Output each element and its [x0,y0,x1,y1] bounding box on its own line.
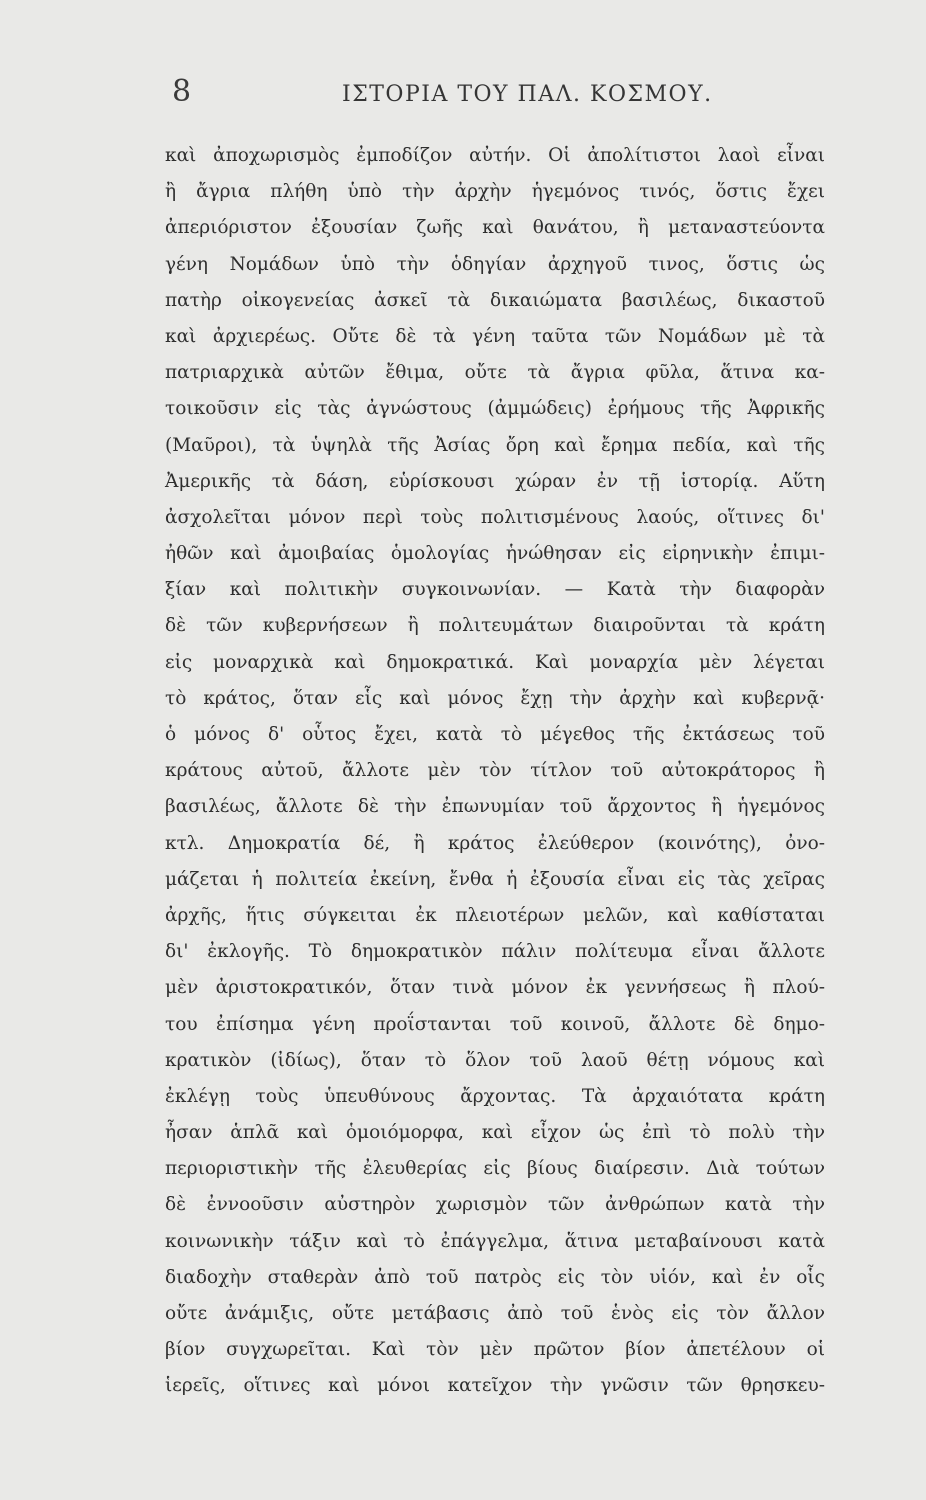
text-line: βασιλέως, ἄλλοτε δὲ τὴν ἐπωνυμίαν τοῦ ἄρχοντος ἢ ἡγεμόνος [165,796,825,818]
text-line: ἀρχῆς, ἥτις σύγκειται ἐκ πλειοτέρων μελῶν, καὶ καθίσταται [165,904,825,926]
body-text [165,138,825,1405]
text-line: του ἐπίσημα γένη προΐστανται τοῦ κοινοῦ, ἄλλοτε δὲ δημο- [165,1013,825,1035]
text-line: (Μαῦροι), τὰ ὑψηλὰ τῆς Ἀσίας ὄρη καὶ ἔρημα πεδία, καὶ τῆς [165,434,825,456]
text-line: διαδοχὴν σταθερὰν ἀπὸ τοῦ πατρὸς εἰς τὸν υἱόν, καὶ ἐν οἷς [165,1266,825,1288]
text-line: ἱερεῖς, οἵτινες καὶ μόνοι κατεῖχον τὴν γνῶσιν τῶν θρησκευ- [165,1375,825,1397]
text-line: οὔτε ἀνάμιξις, οὔτε μετάβασις ἀπὸ τοῦ ἑνὸς εἰς τὸν ἄλλον [165,1303,825,1324]
text-line: δὲ ἐννοοῦσιν αὐστηρὸν χωρισμὸν τῶν ἀνθρώπων κατὰ τὴν [165,1194,825,1216]
text-line: κράτους αὐτοῦ, ἄλλοτε μὲν τὸν τίτλον τοῦ αὐτοκράτορος ἢ [165,760,825,782]
text-line: ξίαν καὶ πολιτικὴν συγκοινωνίαν. — Κατὰ τὴν διαφορὰν [165,579,825,601]
text-line: ἀπεριόριστον ἐξουσίαν ζωῆς καὶ θανάτου, ἢ μεταναστεύοντα [165,217,825,239]
text-line: πατὴρ οἰκογενείας ἀσκεῖ τὰ δικαιώματα βασιλέως, δικαστοῦ [165,289,825,311]
text-line: Ἀμερικῆς τὰ δάση, εὑρίσκουσι χώραν ἐν τῇ ἱστορίᾳ. Αὕτη [165,470,825,492]
text-line: καὶ ἀποχωρισμὸς ἐμποδίζον αὐτήν. Οἱ ἀπολίτιστοι λαοὶ εἶναι [165,145,825,166]
text-line: κτλ. Δημοκρατία δέ, ἢ κράτος ἐλεύθερον (κοινότης), ὀνο- [165,832,825,854]
text-line: ἦσαν ἁπλᾶ καὶ ὁμοιόμορφα, καὶ εἶχον ὡς ἐπὶ τὸ πολὺ τὴν [165,1122,825,1144]
text-line: περιοριστικὴν τῆς ἐλευθερίας εἰς βίους διαίρεσιν. Διὰ τούτων [165,1158,825,1180]
text-line: μάζεται ἡ πολιτεία ἐκείνη, ἔνθα ἡ ἐξουσία εἶναι εἰς τὰς χεῖρας [165,868,825,890]
page-number: 8 [172,74,192,109]
running-head: ΙΣΤΟΡΙΑ ΤΟΥ ΠΑΛ. ΚΟΣΜΟΥ. [342,82,713,107]
text-line: κρατικὸν (ἰδίως), ὅταν τὸ ὅλον τοῦ λαοῦ θέτῃ νόμους καὶ [165,1049,825,1071]
text-line: ἐκλέγῃ τοὺς ὑπευθύνους ἄρχοντας. Τὰ ἀρχαιότατα κράτη [165,1085,825,1107]
text-line: κοινωνικὴν τάξιν καὶ τὸ ἐπάγγελμα, ἅτινα μεταβαίνουσι κατὰ [165,1230,825,1252]
text-line: μὲν ἀριστοκρατικόν, ὅταν τινὰ μόνον ἐκ γεννήσεως ἢ πλού- [165,977,825,999]
text-line: τοικοῦσιν εἰς τὰς ἀγνώστους (ἀμμώδεις) ἐρήμους τῆς Ἀφρικῆς [165,398,825,420]
text-line: ἠθῶν καὶ ἀμοιβαίας ὁμολογίας ἡνώθησαν εἰς εἰρηνικὴν ἐπιμι- [165,543,825,565]
text-line: γένη Νομάδων ὑπὸ τὴν ὁδηγίαν ἀρχηγοῦ τινος, ὅστις ὡς [165,253,825,275]
text-line: ἢ ἄγρια πλήθη ὑπὸ τὴν ἀρχὴν ἡγεμόνος τινός, ὅστις ἔχει [165,181,825,203]
text-line: ὁ μόνος δ' οὗτος ἔχει, κατὰ τὸ μέγεθος τῆς ἐκτάσεως τοῦ [165,724,825,745]
page-header [172,72,832,112]
text-line: βίον συγχωρεῖται. Καὶ τὸν μὲν πρῶτον βίον ἀπετέλουν οἱ [165,1339,825,1361]
text-line: δὲ τῶν κυβερνήσεων ἢ πολιτευμάτων διαιροῦνται τὰ κράτη [165,615,825,637]
text-line: τὸ κράτος, ὅταν εἷς καὶ μόνος ἔχῃ τὴν ἀρχὴν καὶ κυβερνᾷ· [165,687,825,709]
text-line: εἰς μοναρχικὰ καὶ δημοκρατικά. Καὶ μοναρχία μὲν λέγεται [165,651,825,673]
text-line: ἀσχολεῖται μόνον περὶ τοὺς πολιτισμένους λαούς, οἵτινες δι' [165,506,825,528]
text-line: δι' ἐκλογῆς. Τὸ δημοκρατικὸν πάλιν πολίτευμα εἶναι ἄλλοτε [165,941,825,963]
text-line: πατριαρχικὰ αὐτῶν ἔθιμα, οὔτε τὰ ἄγρια φῦλα, ἅτινα κα- [165,362,825,384]
text-line: καὶ ἀρχιερέως. Οὔτε δὲ τὰ γένη ταῦτα τῶν Νομάδων μὲ τὰ [165,325,825,347]
